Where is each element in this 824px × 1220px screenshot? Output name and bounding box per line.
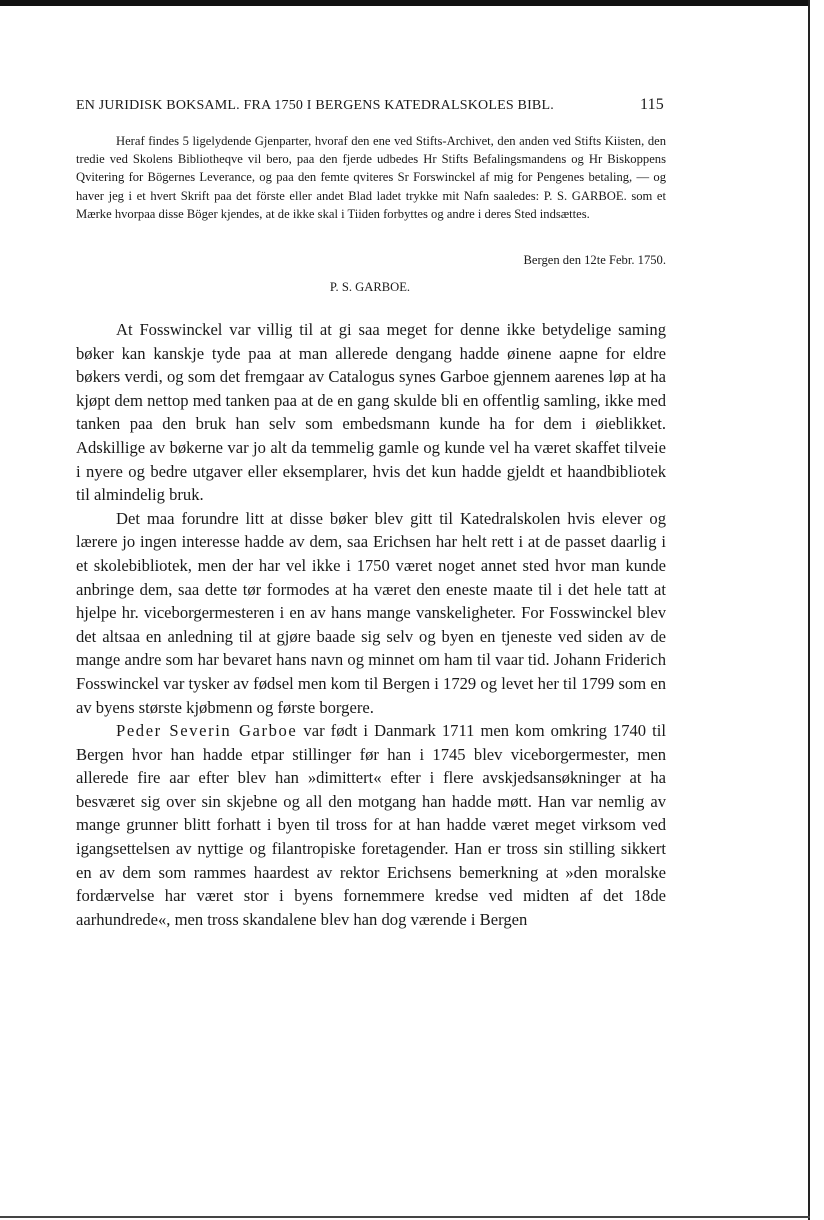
signature: P. S. GARBOE. bbox=[329, 280, 411, 294]
running-head bbox=[76, 96, 664, 114]
bottom-border-rule bbox=[0, 1216, 810, 1218]
page-number: 115 bbox=[639, 96, 664, 113]
body-paragraph-3-text: var født i Danmark 1711 men kom omkring 1740 til Bergen hvor han hadde etpar stillinger før han i 1745 blev viceborgermester, men allerede fire aar efter blev han »dimittert« efter i flere avskjedsansøkninger at ha besværet sig over sin skjebne og all den motgang han hadde møtt. Han var nemlig av mange grunner blitt forhatt i byen til tross for at han hadde været meget virksom ved igangsettelsen av nyttige og filantropiske foretagender. Han er tross sin stilling sikkert en av dem som rammes haardest av rektor Erichsens bemerkning at »den moralske fordærvelse har været stor i byens fornemmere kredse ved midten af det 18de aarhundrede«, men tross skandalene blev han dog værende i Bergen bbox=[76, 721, 666, 929]
notice-paragraph: Heraf findes 5 ligelydende Gjenparter, hvoraf den ene ved Stifts-Archivet, den anden ved Stifts Kiisten, den tredie ved Skolens Bibliotheqve vil bero, paa den fjerde udbedes Hr Stifts Befalingsmandens og Hr Biskoppens Qvitering for Bögernes Leverance, og paa den femte qviteres Sr Forswinckel af mig for Pengenes betaling, — og haver jeg i et hvert Skrift paa det förste eller andet Blad ladet trykke mit Nafn saaledes: P. S. GARBOE. som et Mærke hvorpaa disse Böger kjendes, at de ikke skal i Tiiden forbyttes og andre i deres Sted indsættes. bbox=[76, 134, 666, 221]
body-paragraph-2: Det maa forundre litt at disse bøker blev gitt til Katedralskolen hvis elever og lærere jo ingen interesse hadde av dem, saa Erichsen har helt rett i at de passet daarlig i et skolebibliotek, men der har vel ikke i 1750 været noget annet sted hvor man kunde anbringe dem, saa dette tør formodes at ha været den eneste maate til i det hele tatt at hjelpe hr. viceborgermesteren i en av hans mange vanskeligheter. For Fosswinckel blev det altsaa en anledning til at gjøre baade sig selv og byen en tjeneste ved siden av de mange andre som har bevaret hans navn og minnet om ham til vaar tid. Johann Friderich Fosswinckel var tysker av fødsel men kom til Bergen i 1729 og levet her til 1799 som en av byens største kjøbmenn og første borgere. bbox=[76, 508, 666, 717]
body-text bbox=[76, 318, 666, 931]
running-title: EN JURIDISK BOKSAML. FRA 1750 I BERGENS KATEDRALSKOLES BIBL. bbox=[76, 98, 554, 113]
person-name: Peder Severin Garboe bbox=[116, 721, 298, 741]
body-paragraph-1: At Fosswinckel var villig til at gi saa meget for denne ikke betydelige saming bøker kan kanskje tyde paa at man allerede dengang hadde øinene aapne for eldre bøkers verdi, og som det fremgaar av Catalogus synes Garboe gjennem aarenes løp at ha kjøpt dem nettop med tanken paa at de en gang skulde bli en offentlig samling, ikke med tanken paa den bruk han selv som embedsmann kunde ha for dem i øieblikket. Adskillige av bøkerne var jo alt da temmelig gamle og kunde vel ha været skaffet tilveie i nyere og bedre utgaver eller eksemplarer, hvis det kun hadde gjeldt et haandbibliotek til almindelig bruk. bbox=[76, 320, 666, 505]
body-paragraph-3 bbox=[76, 719, 666, 931]
top-border-rule bbox=[0, 0, 810, 6]
dateline: Bergen den 12te Febr. 1750. bbox=[523, 253, 666, 267]
page-right-edge bbox=[808, 0, 824, 1220]
